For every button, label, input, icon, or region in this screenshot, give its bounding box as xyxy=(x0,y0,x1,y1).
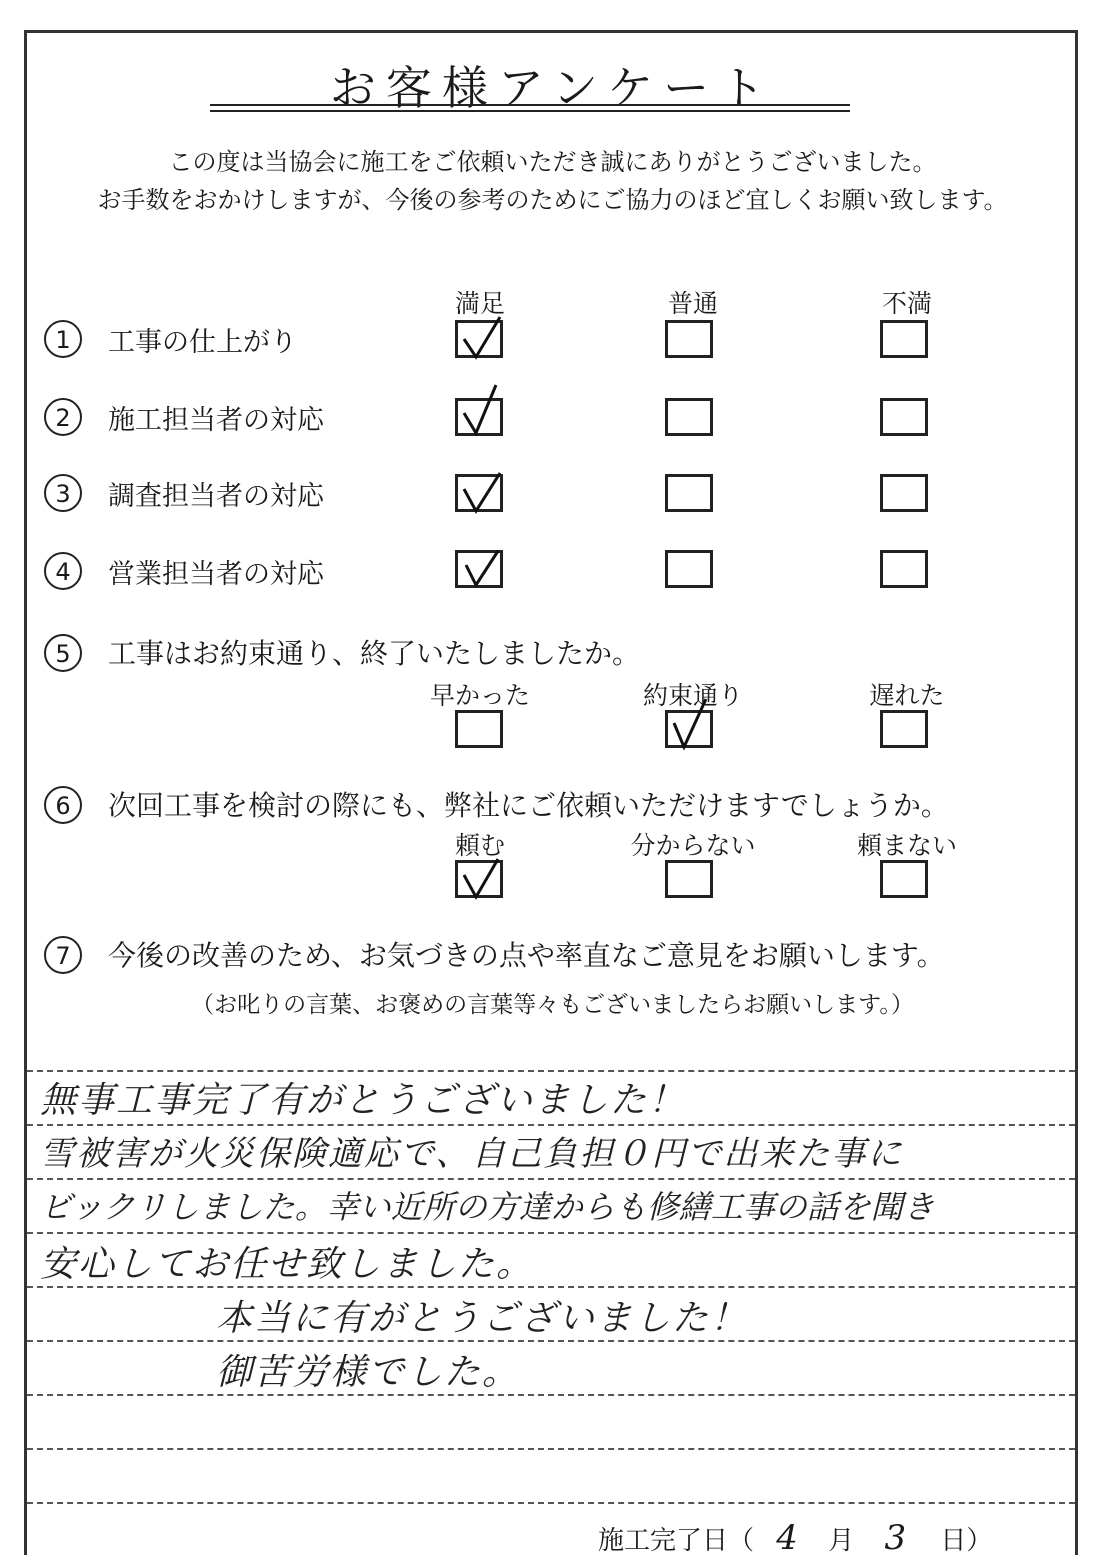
comment-text-line-5: 本当に有がとうございました！ xyxy=(216,1298,749,1339)
q6-option-will-not-request: 頼まない xyxy=(856,831,957,860)
question-6-text: 次回工事を検討の際にも、弊社にご依頼いただけますでしょうか。 xyxy=(108,789,949,822)
question-number-5: 5 xyxy=(44,634,82,672)
q6-unsure-checkbox[interactable] xyxy=(665,860,713,898)
q3-satisfied-checkbox[interactable] xyxy=(455,474,503,512)
completion-date-label: 施工完了日（ xyxy=(598,1526,755,1556)
question-number-7: 7 xyxy=(44,936,82,974)
q5-on-time-checkbox[interactable] xyxy=(665,710,713,748)
month-unit: 月 xyxy=(828,1526,855,1556)
check-mark-icon xyxy=(460,853,504,901)
intro-line-1: この度は当協会に施工をご依頼いただき誠にありがとうございました。 xyxy=(168,148,937,176)
comment-line xyxy=(27,1178,1075,1180)
q2-satisfied-checkbox[interactable] xyxy=(455,398,503,436)
comment-line xyxy=(27,1502,1075,1504)
comment-text-line-1: 無事工事完了有がとうございました！ xyxy=(40,1080,687,1121)
q4-satisfied-checkbox[interactable] xyxy=(455,550,503,588)
question-number-1: 1 xyxy=(44,320,82,358)
comment-text-line-3: ビックリしました。幸い近所の方達からも修繕工事の話を聞き xyxy=(40,1188,935,1226)
comment-line xyxy=(27,1448,1075,1450)
completion-month-value: 4 xyxy=(776,1518,798,1558)
check-mark-icon xyxy=(460,543,504,591)
question-number-2: 2 xyxy=(44,398,82,436)
q2-dissatisfied-checkbox[interactable] xyxy=(880,398,928,436)
title-underline xyxy=(210,104,850,106)
question-number-6: 6 xyxy=(44,786,82,824)
q5-option-on-time: 約束通り xyxy=(642,681,743,710)
q4-dissatisfied-checkbox[interactable] xyxy=(880,550,928,588)
question-4-text: 営業担当者の対応 xyxy=(108,559,324,590)
check-mark-icon xyxy=(670,703,714,751)
question-number-3: 3 xyxy=(44,474,82,512)
header-average: 普通 xyxy=(667,289,718,318)
q6-will-not-request-checkbox[interactable] xyxy=(880,860,928,898)
completion-day-value: 3 xyxy=(884,1518,907,1558)
q3-dissatisfied-checkbox[interactable] xyxy=(880,474,928,512)
comment-text-line-6: 御苦労様でした。 xyxy=(216,1352,521,1393)
q5-option-late: 遅れた xyxy=(869,681,945,710)
header-satisfied: 満足 xyxy=(454,289,505,318)
q2-average-checkbox[interactable] xyxy=(665,398,713,436)
check-mark-icon xyxy=(460,467,504,515)
q1-dissatisfied-checkbox[interactable] xyxy=(880,320,928,358)
q5-early-checkbox[interactable] xyxy=(455,710,503,748)
check-mark-icon xyxy=(460,313,504,361)
day-unit: 日） xyxy=(940,1526,993,1556)
q6-option-unsure: 分からない xyxy=(630,831,756,860)
form-title: お客様アンケート xyxy=(329,61,776,115)
question-2-text: 施工担当者の対応 xyxy=(108,405,324,436)
comment-text-line-2: 雪被害が火災保険適応で、自己負担０円で出来た事に xyxy=(40,1134,904,1174)
question-5-text: 工事はお約束通り、終了いたしましたか。 xyxy=(108,637,641,670)
q1-satisfied-checkbox[interactable] xyxy=(455,320,503,358)
question-3-text: 調査担当者の対応 xyxy=(108,481,324,512)
check-mark-icon xyxy=(460,391,504,439)
q1-average-checkbox[interactable] xyxy=(665,320,713,358)
header-dissatisfied: 不満 xyxy=(881,289,932,318)
question-7-text: 今後の改善のため、お気づきの点や率直なご意見をお願いします。 xyxy=(108,939,945,972)
question-7-subnote: （お叱りの言葉、お褒めの言葉等々もございましたらお願いします。） xyxy=(191,992,914,1018)
comment-line xyxy=(27,1232,1075,1234)
q6-option-will-request: 頼む xyxy=(454,831,505,860)
question-1-text: 工事の仕上がり xyxy=(108,327,297,358)
title-underline-2 xyxy=(210,110,850,112)
q5-option-early: 早かった xyxy=(429,681,530,710)
completion-date xyxy=(598,1518,992,1558)
q5-late-checkbox[interactable] xyxy=(880,710,928,748)
q6-will-request-checkbox[interactable] xyxy=(455,860,503,898)
comment-text-line-4: 安心してお任せ致しました。 xyxy=(40,1244,535,1285)
comment-line xyxy=(27,1394,1075,1396)
q4-average-checkbox[interactable] xyxy=(665,550,713,588)
intro-line-2: お手数をおかけしますが、今後の参考のためにご協力のほど宜しくお願い致します。 xyxy=(97,186,1008,214)
question-number-4: 4 xyxy=(44,552,82,590)
q3-average-checkbox[interactable] xyxy=(665,474,713,512)
